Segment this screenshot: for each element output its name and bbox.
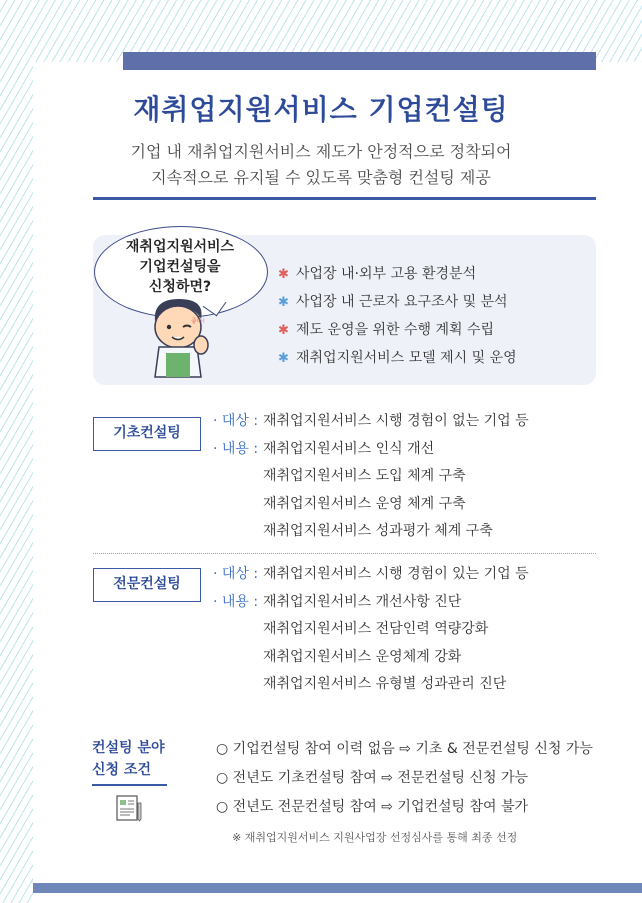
section-label-basic: 기초컨설팅 [93,417,201,451]
summary-list [278,260,517,372]
bubble-line: 재취업지원서비스 [125,239,235,255]
list-item: ✱ 제도 운영을 위한 수행 계획 수립 [278,316,517,344]
conditions-list [216,735,593,822]
star-icon: ✱ [278,295,289,310]
top-accent-bar [123,52,596,70]
condition-item: ○ 기업컨설팅 참여 이력 없음 ⇨ 기초 & 전문컨설팅 신청 가능 [216,741,593,757]
page-subtitle [0,140,642,192]
bubble-line: 기업컨설팅을 [139,259,221,275]
content-row: 재취업지원서비스 운영 체계 구축 [263,495,466,512]
section-label-advanced: 전문컨설팅 [93,568,201,602]
content-row: · 내용 : 재취업지원서비스 개선사항 진단 [213,593,462,610]
content-row: 재취업지원서비스 운영체계 강화 [263,648,462,665]
content-row: · 내용 : 재취업지원서비스 인식 개선 [213,440,435,457]
divider [93,197,596,200]
section-basic-list [213,408,529,546]
content-row: 재취업지원서비스 전담인력 역량강화 [263,621,489,637]
list-item: ✱ 재취업지원서비스 모델 제시 및 운영 [278,344,517,372]
bubble-line: 신청하면? [148,279,212,295]
target-row: · 대상 : 재취업지원서비스 시행 경험이 없는 기업 등 [213,413,529,429]
list-item: ✱ 사업장 내 근로자 요구조사 및 분석 [278,288,517,316]
star-icon: ✱ [278,267,289,282]
subtitle-line: 기업 내 재취업지원서비스 제도가 안정적으로 정착되어 [130,142,512,161]
section-divider [93,553,596,554]
condition-item: ○ 전년도 기초컨설팅 참여 ⇨ 전문컨설팅 신청 가능 [216,770,529,786]
target-row: · 대상 : 재취업지원서비스 시행 경험이 있는 기업 등 [213,566,529,582]
content-row: 재취업지원서비스 유형별 성과관리 진단 [263,676,507,692]
star-icon: ✱ [278,323,289,338]
conditions-title: 컨설팅 분야 신청 조건 [92,740,165,778]
character-illustration [145,295,215,380]
character-speech: 좋아! [191,318,205,325]
subtitle-line: 지속적으로 유지될 수 있도록 맞춤형 컨설팅 제공 [151,168,491,187]
star-icon: ✱ [278,351,289,366]
conditions-underline [92,784,167,786]
document-icon [114,793,144,823]
content-row: 재취업지원서비스 성과평가 체계 구축 [263,523,493,539]
speech-bubble-text [94,237,266,297]
page-title: 재취업지원서비스 기업컨설팅 [133,93,509,126]
condition-item: ○ 전년도 전문컨설팅 참여 ⇨ 기업컨설팅 참여 불가 [216,799,529,815]
content-row: 재취업지원서비스 도입 체계 구축 [263,468,466,484]
footnote: ※ 재취업지원서비스 지원사업장 선정심사를 통해 최종 선정 [232,831,518,844]
section-advanced-list [213,561,529,699]
bottom-accent-bar [33,883,642,893]
list-item: ✱ 사업장 내·외부 고용 환경분석 [278,260,517,288]
